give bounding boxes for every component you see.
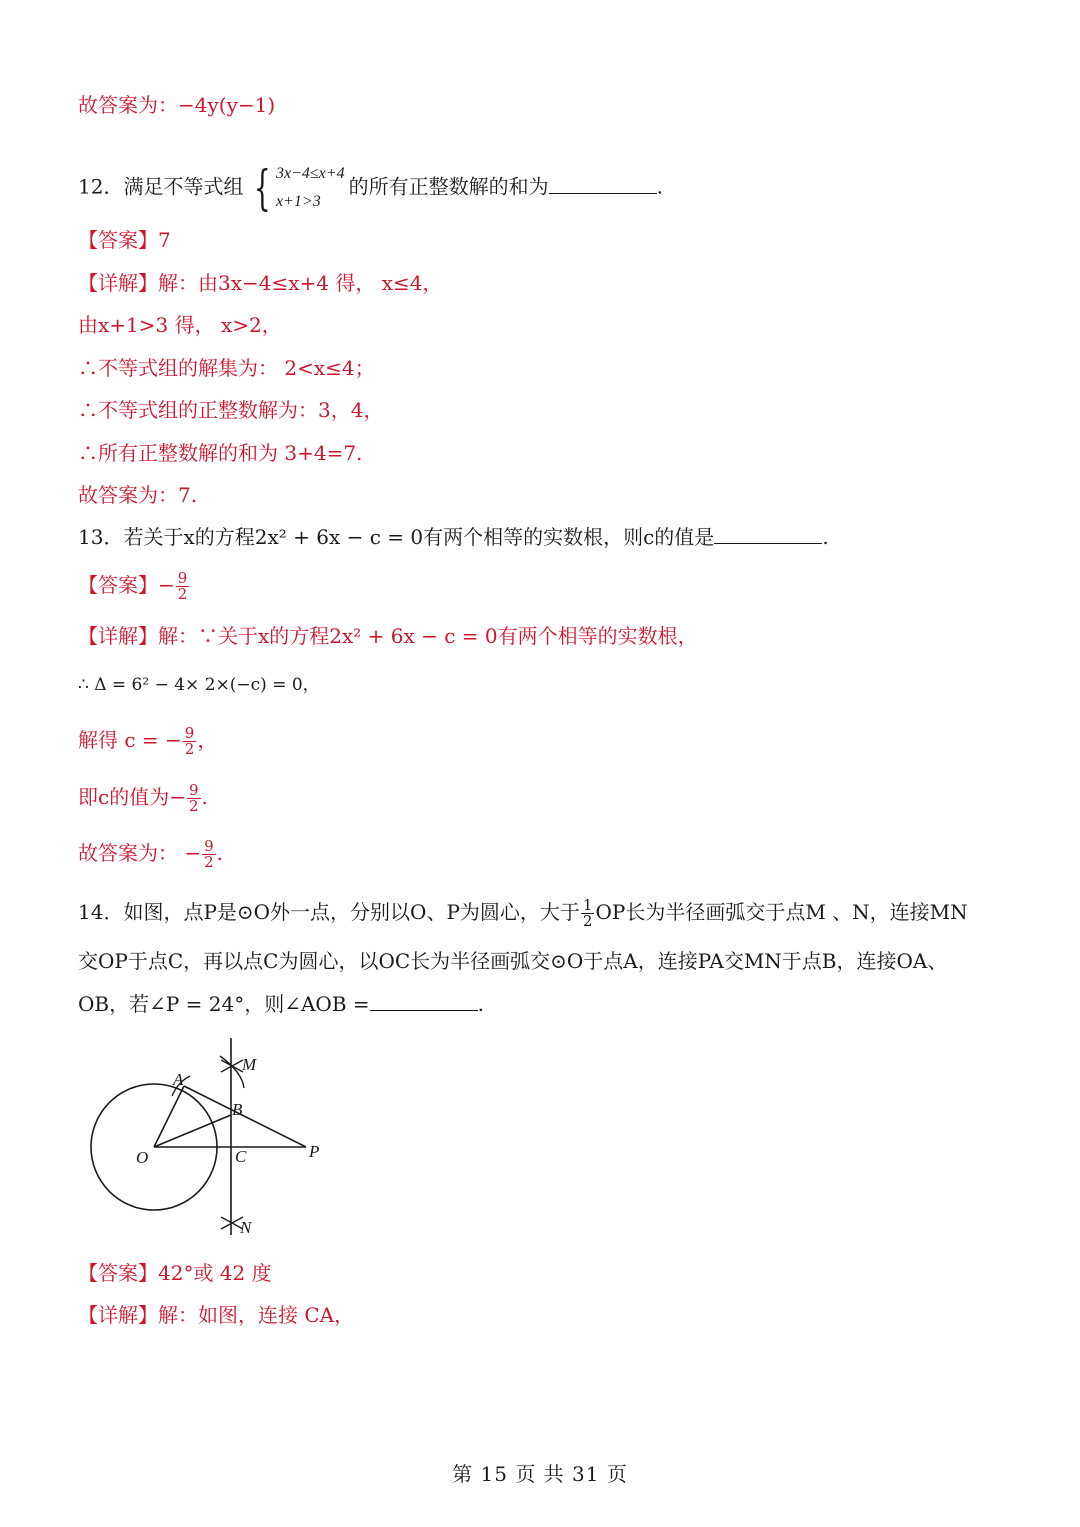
question-14-line-3: OB，若∠P = 24°，则∠AOB = . xyxy=(78,992,484,1016)
q12-prefix: 12．满足不等式组 xyxy=(78,174,244,199)
q14-answer xyxy=(78,1258,272,1288)
q14-text: OB，若∠P = 24°，则∠AOB = xyxy=(78,992,370,1016)
label-p: P xyxy=(309,1142,320,1161)
answer-blank xyxy=(549,173,657,194)
numerator: 9 xyxy=(177,569,188,587)
q12-detail-3 xyxy=(78,353,375,383)
label-m: M xyxy=(242,1055,257,1074)
denominator: 2 xyxy=(582,912,593,930)
minus-sign: − xyxy=(158,573,175,597)
half-fraction xyxy=(581,898,595,929)
numerator: 9 xyxy=(188,781,199,799)
page-footer: 第 15 页 共 31 页 xyxy=(452,1462,628,1486)
fraction xyxy=(183,726,197,757)
q14-text-b: OP长为半径画弧交于点M 、N，连接MN xyxy=(595,900,968,924)
q12-suffix: 的所有正整数解的和为 xyxy=(348,174,549,199)
numerator: 9 xyxy=(204,837,214,855)
fraction xyxy=(187,783,201,814)
label-b: B xyxy=(232,1100,243,1119)
ineq-2: x+1>3 xyxy=(276,193,321,210)
detail-tag: 【详解】 xyxy=(78,1303,158,1327)
denominator: 2 xyxy=(188,797,199,815)
question-14-line-1 xyxy=(78,897,968,929)
q13-detail-2 xyxy=(78,670,320,700)
detail-tag: 【详解】 xyxy=(78,271,158,295)
ineq-1: 3x−4≤x+4 xyxy=(276,165,345,182)
detail-text: ∴不等式组的正整数解为：3，4， xyxy=(78,398,384,422)
answer-text: 【答案】42°或 42 度 xyxy=(78,1261,272,1285)
q13-detail-3: 解得 c = − $\frac{9}{2}$ ， xyxy=(78,724,218,758)
detail-text: 即c的值为− xyxy=(78,785,186,809)
answer-text: 故答案为：−4y(y−1) xyxy=(78,93,276,117)
q13-text: 13．若关于x的方程2x² + 6x − c = 0有两个相等的实数根，则c的值是 xyxy=(78,525,715,549)
detail-text: 故答案为： − xyxy=(78,841,202,865)
fraction xyxy=(176,571,190,602)
numerator: 9 xyxy=(184,724,195,742)
denominator: 2 xyxy=(177,585,188,603)
segment-ap xyxy=(184,1086,306,1147)
question-12: 12．满足不等式组 { 3x−4≤x+4 x+1>3 的所有正整数解的和为 . xyxy=(78,160,663,216)
label-c: C xyxy=(235,1147,247,1166)
inequality-system xyxy=(247,160,344,216)
question-14-line-2 xyxy=(78,946,947,976)
q14-text: 交OP于点C，再以点C为圆心，以OC长为半径画弧交⊙O于点A，连接PA交MN于点B，连接OA、 xyxy=(78,949,948,973)
question-13: 13．若关于x的方程2x² + 6x − c = 0有两个相等的实数根，则c的值是 . xyxy=(78,525,829,549)
q13-answer xyxy=(78,570,190,602)
denominator: 2 xyxy=(184,740,195,758)
answer-line-q11 xyxy=(78,90,275,120)
label-o: O xyxy=(136,1148,149,1167)
geometry-figure xyxy=(80,1030,360,1250)
q13-detail-5: 故答案为： − $\frac{9}{2}$ . xyxy=(78,837,224,871)
numerator: 1 xyxy=(582,896,593,914)
detail-text: 解：由3x−4≤x+4 得， x≤4， xyxy=(158,271,443,295)
q12-answer xyxy=(78,225,171,255)
brace-icon: { xyxy=(254,160,272,216)
segment-ob xyxy=(154,1115,231,1147)
answer-blank xyxy=(714,523,822,544)
answer-tag: 【答案】 xyxy=(78,573,158,597)
q13-detail-1 xyxy=(78,621,698,651)
q12-detail-1 xyxy=(78,268,442,298)
fraction xyxy=(202,839,216,870)
detail-text: 解：如图，连接 CA， xyxy=(158,1303,355,1327)
denominator: 2 xyxy=(204,853,214,871)
q12-detail-5 xyxy=(78,438,362,468)
detail-text: 解得 c = − xyxy=(78,728,182,752)
detail-tag: 【详解】 xyxy=(78,624,158,648)
q14-detail-1 xyxy=(78,1300,354,1330)
q12-detail-6 xyxy=(78,480,197,510)
detail-text: ∴所有正整数解的和为 3+4=7. xyxy=(78,441,363,465)
detail-text: 故答案为：7. xyxy=(78,483,198,507)
detail-text: ∴不等式组的解集为： 2<x≤4； xyxy=(78,356,375,380)
label-n: N xyxy=(240,1218,252,1237)
answer-text: 【答案】7 xyxy=(78,228,171,252)
label-a: A xyxy=(173,1070,184,1089)
detail-text: ∴ Δ = 6² − 4× 2×(−c) = 0， xyxy=(78,675,320,695)
q12-detail-4 xyxy=(78,395,383,425)
segment-oa xyxy=(154,1086,184,1147)
q13-detail-4: 即c的值为− $\frac{9}{2}$ . xyxy=(78,781,208,815)
detail-text: 由x+1>3 得， x>2， xyxy=(78,313,282,337)
detail-text: 解：∵关于x的方程2x² + 6x − c = 0有两个相等的实数根， xyxy=(158,624,698,648)
q14-text-a: 14．如图，点P是⊙O外一点，分别以O、P为圆心，大于 xyxy=(78,900,580,924)
answer-blank xyxy=(370,990,478,1011)
q12-detail-2 xyxy=(78,310,282,340)
